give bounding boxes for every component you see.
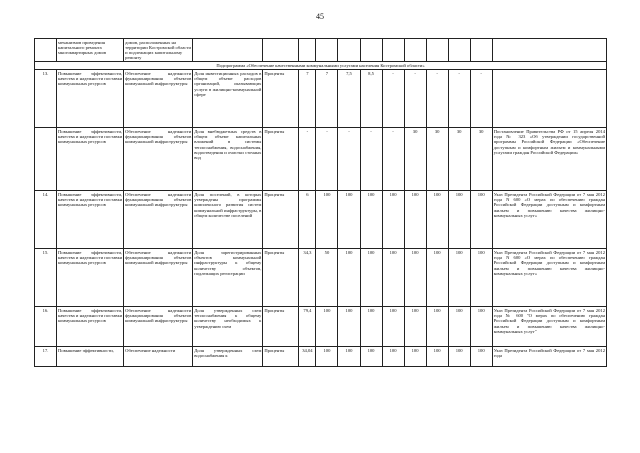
cell-indicator: Доля поселений, в которых утверждены программы комплексного развития систем коммунальной инфраструктуры, в общем количестве поселений [193, 191, 263, 249]
cell-value: 7 [316, 70, 338, 128]
cell-unit: Проценты [263, 307, 299, 347]
cell-value: 30 [470, 128, 492, 191]
cell-task: Обеспечение надежности функционирования объектов коммунальной инфраструктуры [124, 70, 193, 128]
cell-value: 79,4 [299, 307, 316, 347]
cell-num [35, 39, 57, 62]
cell-value: 100 [470, 307, 492, 347]
cell-value: - [470, 70, 492, 128]
cell-task: Обеспечение надежности функционирования объектов коммунальной инфраструктуры [124, 128, 193, 191]
cell-task: Обеспечение надежности функционирования объектов коммунальной инфраструктуры [124, 191, 193, 249]
cell-value: 100 [360, 249, 382, 307]
cell-goal: Повышение эффективности, качества и надежности поставки коммунальных ресурсов [57, 307, 124, 347]
cell-unit: Проценты [263, 191, 299, 249]
cell-unit: Проценты [263, 347, 299, 367]
cell-value: 100 [448, 249, 470, 307]
cell-task: Обеспечение надежности [124, 347, 193, 367]
table-row-continuation [35, 39, 607, 62]
cell-value: - [338, 128, 360, 191]
cell-document [492, 70, 606, 128]
cell-value: - [426, 70, 448, 128]
cell-task: Обеспечение надежности функционирования объектов коммунальной инфраструктуры [124, 307, 193, 347]
cell-value: 50 [316, 249, 338, 307]
cell-value: 100 [360, 307, 382, 347]
cell-unit: Проценты [263, 128, 299, 191]
cell-document: Постановление Правительства РФ от 15 апреля 2014 года № 323 «Об утверждении государственной программы Российской Федерации «Обеспечение доступным и комфортным жильем и коммунальными услугами граждан Российской Федерации» [492, 128, 606, 191]
cell-indicator: Доля инвестиционных расходов в общем объеме расходов организаций, оказывающих услуги в жилищно-коммунальной сфере [193, 70, 263, 128]
cell-value: - [448, 70, 470, 128]
cell-indicator: Доля внебюджетных средств в общем объеме капитальных вложений в системы теплоснабжения, водоснабжения, водоотведения и очистки сточных вод [193, 128, 263, 191]
cell-value: 100 [404, 249, 426, 307]
cell-value: 100 [360, 347, 382, 367]
subprogram-row [35, 62, 607, 70]
cell-indicator: Доля утвержденных схем теплоснабжения к общему количеству необходимых к утверждению схем [193, 307, 263, 347]
cell-value: 100 [426, 347, 448, 367]
cell-document: Указ Президента Российской Федерации от 7 мая 2012 года N 600 «О мерах по обеспечению граждан Российской Федерации доступным и комфортным жильем и повышению качества жилищно-коммунальных услуг» [492, 249, 606, 307]
cell-value: 100 [382, 307, 404, 347]
table-row [35, 249, 607, 307]
row-number: 14. [35, 191, 57, 249]
cell-value: 100 [360, 191, 382, 249]
table-row [35, 347, 607, 367]
cell-value: 100 [338, 307, 360, 347]
cell-value: - [382, 128, 404, 191]
row-number: 13. [35, 70, 57, 128]
row-number: 16. [35, 307, 57, 347]
indicators-table [34, 38, 607, 367]
subprogram-banner: Подпрограмма «Обеспечение качественными коммунальными услугами населения Костромской области» [35, 62, 607, 70]
cell-value: - [299, 128, 316, 191]
cell-value: 100 [382, 249, 404, 307]
row-number: 15. [35, 249, 57, 307]
cell-value: 100 [426, 249, 448, 307]
cell-value: 34,3 [299, 249, 316, 307]
cell-task: Обеспечение надежности функционирования объектов коммунальной инфраструктуры [124, 249, 193, 307]
cell-task: домов, расположенных на территории Костромской области и подлежащих капитальному ремонту [125, 39, 191, 61]
cell-value: 30 [448, 128, 470, 191]
row-number [35, 128, 57, 191]
cell-value: - [360, 128, 382, 191]
cell-goal: Повышение эффективности, качества и надежности поставки коммунальных ресурсов [57, 249, 124, 307]
table-row [35, 128, 607, 191]
cell-value: - [382, 70, 404, 128]
cell-value: 6 [299, 191, 316, 249]
cell-value: 100 [448, 191, 470, 249]
cell-value: 34,04 [299, 347, 316, 367]
cell-value: 100 [404, 307, 426, 347]
cell-value: 8,5 [360, 70, 382, 128]
cell-value: 100 [470, 347, 492, 367]
cell-indicator: Доля утвержденных схем водоснабжения к [193, 347, 263, 367]
cell-value: 100 [426, 191, 448, 249]
table-row [35, 191, 607, 249]
cell-value: 100 [316, 191, 338, 249]
cell-unit: Проценты [263, 70, 299, 128]
cell-value: 30 [426, 128, 448, 191]
cell-value: 100 [382, 191, 404, 249]
cell-value: 100 [316, 307, 338, 347]
cell-value: 100 [448, 347, 470, 367]
table-row [35, 70, 607, 128]
cell-value: 100 [448, 307, 470, 347]
cell-value: 30 [404, 128, 426, 191]
cell-goal: Повышение эффективности, [57, 347, 124, 367]
cell-value: - [404, 70, 426, 128]
cell-unit: Проценты [263, 249, 299, 307]
row-number: 17. [35, 347, 57, 367]
cell-value: 100 [338, 347, 360, 367]
cell-document: Указ Президента Российской Федерации от 7 мая 2012 года [492, 347, 606, 367]
cell-goal: механизмов проведения капитального ремонта многоквартирных домов [57, 39, 124, 62]
table-row [35, 307, 607, 347]
cell-value: 100 [404, 347, 426, 367]
cell-goal: Повышение эффективности, качества и надежности поставки коммунальных ресурсов [57, 128, 124, 191]
page-number: 45 [316, 12, 324, 21]
cell-value: 100 [338, 249, 360, 307]
cell-value: 100 [470, 191, 492, 249]
cell-value: 100 [316, 347, 338, 367]
cell-value: 100 [426, 307, 448, 347]
cell-document: Указ Президента Российской Федерации от 7 мая 2012 года № 600 "О мерах по обеспечению граждан Российской Федерации доступным и комфортным жильем и повышению качества жилищно-коммунальных услуг" [492, 307, 606, 347]
cell-goal: Повышение эффективности, качества и надежности поставки коммунальных ресурсов [57, 70, 124, 128]
cell-value: - [316, 128, 338, 191]
cell-value: 100 [382, 347, 404, 367]
cell-goal: Повышение эффективности, качества и надежности поставки коммунальных ресурсов [57, 191, 124, 249]
cell-value: 7 [299, 70, 316, 128]
cell-value: 7,5 [338, 70, 360, 128]
cell-value: 100 [404, 191, 426, 249]
cell-document: Указ Президента Российской Федерации от 7 мая 2012 года N 600 «О мерах по обеспечению граждан Российской Федерации доступным и комфортным жильем и повышению качества жилищно-коммунальных услуг» [492, 191, 606, 249]
cell-value: 100 [338, 191, 360, 249]
cell-indicator: Доля зарегистрированных объектов коммунальной инфраструктуры к общему количеству объектов, подлежащих регистрации [193, 249, 263, 307]
cell-value: 100 [470, 249, 492, 307]
